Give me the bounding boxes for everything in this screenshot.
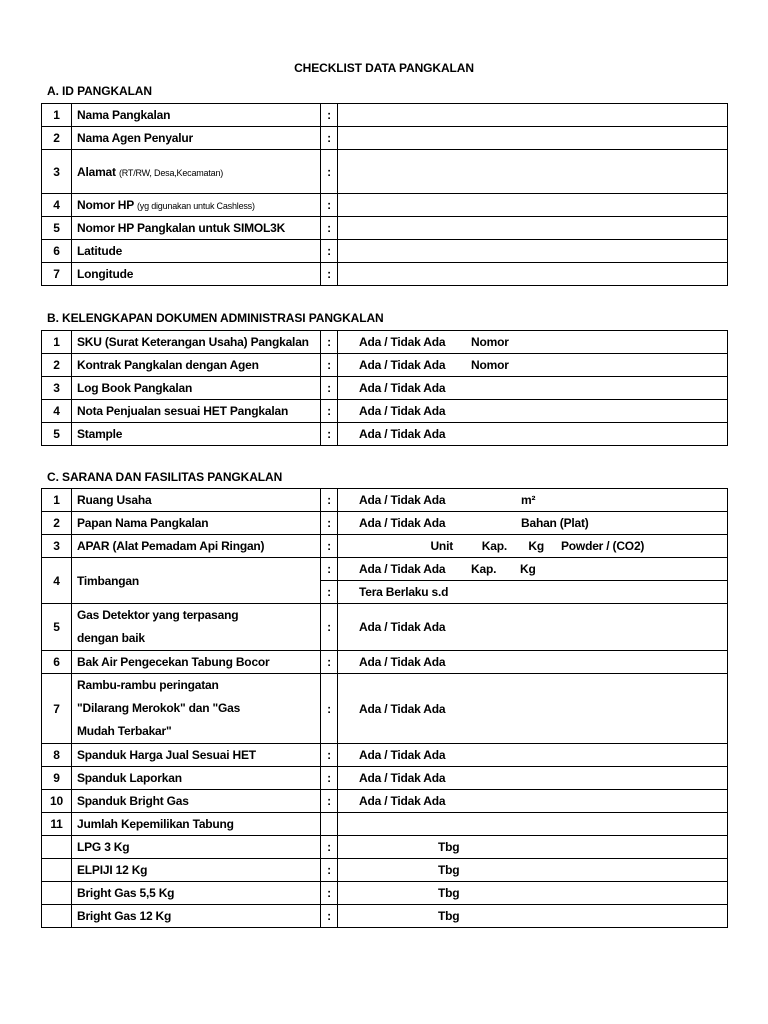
row-number: 7 bbox=[42, 263, 72, 286]
row-label-note: (RT/RW, Desa,Kecamatan) bbox=[118, 167, 224, 178]
c-row-7 bbox=[42, 674, 728, 744]
row-label-note: (yg digunakan untuk Cashless) bbox=[137, 201, 255, 211]
value-option: Ada / Tidak Ada bbox=[359, 493, 446, 507]
row-number: 5 bbox=[42, 604, 72, 651]
row-number: 4 bbox=[42, 558, 72, 604]
colon: : bbox=[321, 377, 338, 400]
c-row-11 bbox=[42, 813, 728, 836]
row-label-text: Nama Agen Penyalur bbox=[77, 131, 193, 145]
material-label: Bahan (Plat) bbox=[521, 516, 589, 530]
b-row bbox=[42, 400, 728, 423]
row-number: 3 bbox=[42, 150, 72, 194]
row-number: 6 bbox=[42, 240, 72, 263]
row-number: 7 bbox=[42, 674, 72, 744]
b-row bbox=[42, 423, 728, 446]
section-a-table bbox=[41, 103, 728, 286]
row-label: Bright Gas 12 Kg bbox=[72, 905, 321, 928]
row-label: Gas Detektor yang terpasang dengan baik bbox=[72, 604, 321, 651]
row-label bbox=[72, 194, 321, 217]
colon: : bbox=[321, 127, 338, 150]
colon: : bbox=[321, 150, 338, 194]
value-option: Ada / Tidak Ada bbox=[359, 794, 446, 808]
row-label: Papan Nama Pangkalan bbox=[72, 512, 321, 535]
row-number: 3 bbox=[42, 377, 72, 400]
row-label-text: Nomor HP bbox=[77, 198, 134, 212]
row-label-text: Nomor HP Pangkalan untuk SIMOL3K bbox=[77, 221, 286, 235]
row-label: Spanduk Harga Jual Sesuai HET bbox=[72, 744, 321, 767]
row-label: Bright Gas 5,5 Kg bbox=[72, 882, 321, 905]
c-row-10 bbox=[42, 790, 728, 813]
c-row-5 bbox=[42, 604, 728, 651]
value-option: Ada / Tidak Ada bbox=[359, 655, 446, 669]
row-number: 6 bbox=[42, 651, 72, 674]
row-label: Kontrak Pangkalan dengan Agen bbox=[72, 354, 321, 377]
value-field[interactable] bbox=[338, 377, 728, 400]
value-field[interactable] bbox=[338, 263, 728, 286]
tabung-row bbox=[42, 882, 728, 905]
value-field[interactable] bbox=[338, 767, 728, 790]
value-field[interactable] bbox=[338, 400, 728, 423]
row-label-text: Alamat bbox=[77, 164, 116, 179]
value-field[interactable] bbox=[338, 535, 728, 558]
value-field[interactable] bbox=[338, 651, 728, 674]
row-number: 5 bbox=[42, 217, 72, 240]
a-row bbox=[42, 263, 728, 286]
value-field[interactable] bbox=[338, 331, 728, 354]
row-label: APAR (Alat Pemadam Api Ringan) bbox=[72, 535, 321, 558]
value-field[interactable] bbox=[338, 790, 728, 813]
value-field[interactable] bbox=[338, 604, 728, 651]
section-a-title: A. ID PANGKALAN bbox=[47, 84, 152, 98]
c-row-2 bbox=[42, 512, 728, 535]
row-label: ELPIJI 12 Kg bbox=[72, 859, 321, 882]
a-row bbox=[42, 194, 728, 217]
value-option: Ada / Tidak Ada bbox=[359, 427, 446, 441]
colon: : bbox=[321, 651, 338, 674]
tera-label: Tera Berlaku s.d bbox=[359, 585, 449, 599]
c-row-1 bbox=[42, 489, 728, 512]
unit-label: Unit bbox=[430, 539, 453, 553]
value-option: Ada / Tidak Ada bbox=[359, 381, 446, 395]
row-number: 1 bbox=[42, 104, 72, 127]
row-label: Spanduk Bright Gas bbox=[72, 790, 321, 813]
row-label bbox=[72, 127, 321, 150]
value-option: Ada / Tidak Ada bbox=[359, 358, 446, 372]
value-field[interactable] bbox=[338, 813, 728, 836]
row-label: Ruang Usaha bbox=[72, 489, 321, 512]
section-c-title: C. SARANA DAN FASILITAS PANGKALAN bbox=[47, 470, 283, 484]
value-option: Ada / Tidak Ada bbox=[359, 701, 446, 716]
colon: : bbox=[321, 744, 338, 767]
kg-label: Kg bbox=[520, 562, 536, 576]
tbg-unit-label: Tbg bbox=[438, 840, 460, 854]
section-c-table bbox=[41, 488, 728, 928]
colon: : bbox=[321, 263, 338, 286]
value-field[interactable] bbox=[338, 194, 728, 217]
row-number: 1 bbox=[42, 331, 72, 354]
value-field[interactable] bbox=[338, 882, 728, 905]
value-field[interactable] bbox=[338, 150, 728, 194]
section-b-table bbox=[41, 330, 728, 446]
row-number: 4 bbox=[42, 400, 72, 423]
colon: : bbox=[321, 581, 338, 604]
row-number: 5 bbox=[42, 423, 72, 446]
row-label: Spanduk Laporkan bbox=[72, 767, 321, 790]
capacity-label: Kap. bbox=[471, 562, 497, 576]
row-number: 9 bbox=[42, 767, 72, 790]
colon: : bbox=[321, 104, 338, 127]
row-number: 2 bbox=[42, 512, 72, 535]
row-number bbox=[42, 859, 72, 882]
row-label bbox=[72, 150, 321, 194]
row-number bbox=[42, 836, 72, 859]
nomor-label: Nomor bbox=[471, 358, 509, 372]
colon: : bbox=[321, 331, 338, 354]
unit-label: m² bbox=[521, 493, 536, 507]
value-field[interactable] bbox=[338, 744, 728, 767]
value-field[interactable] bbox=[338, 836, 728, 859]
tabung-row bbox=[42, 859, 728, 882]
c-row-8 bbox=[42, 744, 728, 767]
row-number: 2 bbox=[42, 354, 72, 377]
row-number: 11 bbox=[42, 813, 72, 836]
row-label bbox=[72, 217, 321, 240]
colon: : bbox=[321, 489, 338, 512]
colon: : bbox=[321, 217, 338, 240]
row-number: 2 bbox=[42, 127, 72, 150]
row-label: LPG 3 Kg bbox=[72, 836, 321, 859]
row-label bbox=[72, 104, 321, 127]
tbg-unit-label: Tbg bbox=[438, 863, 460, 877]
c-row-4a bbox=[42, 558, 728, 581]
colon: : bbox=[321, 905, 338, 928]
kg-label: Kg bbox=[528, 539, 544, 553]
row-label bbox=[72, 263, 321, 286]
colon: : bbox=[321, 836, 338, 859]
colon: : bbox=[321, 859, 338, 882]
value-option: Ada / Tidak Ada bbox=[359, 335, 446, 349]
colon: : bbox=[321, 512, 338, 535]
tbg-unit-label: Tbg bbox=[438, 886, 460, 900]
colon: : bbox=[321, 423, 338, 446]
row-number: 4 bbox=[42, 194, 72, 217]
value-field[interactable] bbox=[338, 558, 728, 581]
value-field[interactable] bbox=[338, 859, 728, 882]
row-number: 1 bbox=[42, 489, 72, 512]
row-number: 8 bbox=[42, 744, 72, 767]
colon: : bbox=[321, 882, 338, 905]
a-row bbox=[42, 150, 728, 194]
row-label: Timbangan bbox=[72, 558, 321, 604]
value-field[interactable] bbox=[338, 905, 728, 928]
capacity-label: Kap. bbox=[481, 539, 507, 553]
value-field[interactable] bbox=[338, 354, 728, 377]
colon: : bbox=[321, 604, 338, 651]
value-option: Ada / Tidak Ada bbox=[359, 404, 446, 418]
row-label: Log Book Pangkalan bbox=[72, 377, 321, 400]
value-field[interactable] bbox=[338, 423, 728, 446]
a-row bbox=[42, 240, 728, 263]
value-field[interactable] bbox=[338, 674, 728, 744]
row-label: Nota Penjualan sesuai HET Pangkalan bbox=[72, 400, 321, 423]
row-number: 10 bbox=[42, 790, 72, 813]
row-label-text: Nama Pangkalan bbox=[77, 108, 171, 122]
powder-label: Powder / (CO2) bbox=[561, 539, 645, 553]
row-number bbox=[42, 905, 72, 928]
b-row bbox=[42, 354, 728, 377]
c-row-9 bbox=[42, 767, 728, 790]
b-row bbox=[42, 377, 728, 400]
value-option: Ada / Tidak Ada bbox=[359, 620, 446, 634]
tera-field[interactable] bbox=[338, 581, 728, 604]
value-field[interactable] bbox=[338, 512, 728, 535]
row-label: SKU (Surat Keterangan Usaha) Pangkalan bbox=[72, 331, 321, 354]
value-option: Ada / Tidak Ada bbox=[359, 771, 446, 785]
colon: : bbox=[321, 194, 338, 217]
colon: : bbox=[321, 674, 338, 744]
row-label-text: Longitude bbox=[77, 267, 134, 281]
a-row bbox=[42, 127, 728, 150]
c-row-6 bbox=[42, 651, 728, 674]
row-label: Bak Air Pengecekan Tabung Bocor bbox=[72, 651, 321, 674]
colon: : bbox=[321, 400, 338, 423]
colon: : bbox=[321, 790, 338, 813]
row-label: Rambu-rambu peringatan "Dilarang Merokok" dan "Gas Mudah Terbakar" bbox=[72, 674, 321, 744]
value-field[interactable] bbox=[338, 240, 728, 263]
tbg-unit-label: Tbg bbox=[438, 909, 460, 923]
nomor-label: Nomor bbox=[471, 335, 509, 349]
a-row bbox=[42, 104, 728, 127]
tabung-row bbox=[42, 905, 728, 928]
row-label: Stample bbox=[72, 423, 321, 446]
colon: : bbox=[321, 240, 338, 263]
colon: : bbox=[321, 354, 338, 377]
a-row bbox=[42, 217, 728, 240]
value-field[interactable] bbox=[338, 104, 728, 127]
row-label: Jumlah Kepemilikan Tabung bbox=[72, 813, 321, 836]
row-label-text: Latitude bbox=[77, 244, 123, 258]
value-field[interactable] bbox=[338, 127, 728, 150]
row-number bbox=[42, 882, 72, 905]
value-field[interactable] bbox=[338, 217, 728, 240]
section-b-title: B. KELENGKAPAN DOKUMEN ADMINISTRASI PANGKALAN bbox=[47, 311, 384, 325]
colon: : bbox=[321, 535, 338, 558]
colon: : bbox=[321, 767, 338, 790]
document-title: CHECKLIST DATA PANGKALAN bbox=[294, 61, 474, 75]
value-field[interactable] bbox=[338, 489, 728, 512]
value-option: Ada / Tidak Ada bbox=[359, 562, 446, 576]
value-option: Ada / Tidak Ada bbox=[359, 516, 446, 530]
colon bbox=[321, 813, 338, 836]
value-option: Ada / Tidak Ada bbox=[359, 748, 446, 762]
b-row bbox=[42, 331, 728, 354]
tabung-row bbox=[42, 836, 728, 859]
row-label bbox=[72, 240, 321, 263]
c-row-3 bbox=[42, 535, 728, 558]
colon: : bbox=[321, 558, 338, 581]
row-number: 3 bbox=[42, 535, 72, 558]
